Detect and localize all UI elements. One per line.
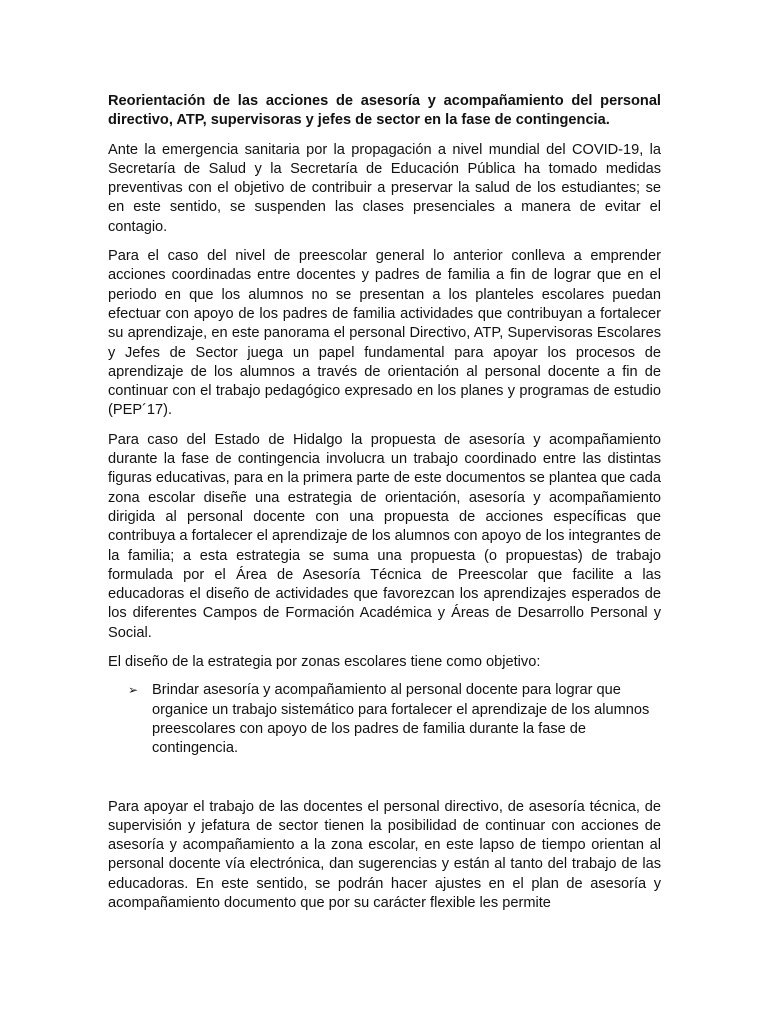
paragraph-emergency: Ante la emergencia sanitaria por la propagación a nivel mundial del COVID-19, la Secretaría de Salud y la Secretaría de Educación Pública ha tomado medidas preventivas con el objetivo de contribuir a preservar la salud de los estudiantes; se en este sentido, se suspenden las clases presenciales a manera de evitar el contagio.	[108, 141, 661, 235]
paragraph-closing: Para apoyar el trabajo de las docentes el personal directivo, de asesoría técnica, de supervisión y jefatura de sector tienen la posibilidad de continuar con acciones de asesoría y acompañamiento a la zona escolar, en este lapso de tiempo orientan al personal docente vía electrónica, dan sugerencias y están al tanto del trabajo de las educadoras. En este sentido, se podrán hacer ajustes en el plan de asesoría y acompañamiento documento que por su carácter flexible les permite	[108, 798, 661, 911]
objective-list	[108, 681, 661, 758]
list-item	[108, 681, 661, 758]
document-title: Reorientación de las acciones de asesoría y acompañamiento del personal directivo, ATP, supervisoras y jefes de sector en la fase de contingencia.	[108, 93, 661, 129]
paragraph-preescolar: Para el caso del nivel de preescolar general lo anterior conlleva a emprender acciones coordinadas entre docentes y padres de familia a fin de lograr que en el periodo en que los alumnos no se presentan a los planteles escolares puedan efectuar con apoyo de los padres de familia actividades que contribuyan a fortalecer su aprendizaje, en este panorama el personal Directivo, ATP, Supervisoras Escolares y Jefes de Sector juega un papel fundamental para apoyar los procesos de aprendizaje de los alumnos a través de orientación al personal docente a fin de continuar con el trabajo pedagógico expresado en los planes y programas de estudio (PEP´17).	[108, 248, 661, 419]
spacer	[108, 759, 661, 798]
document-page	[108, 92, 661, 923]
arrowhead-bullet-icon: ➢	[128, 683, 139, 698]
objective-intro: El diseño de la estrategia por zonas escolares tiene como objetivo:	[108, 654, 541, 671]
list-item-text: Brindar asesoría y acompañamiento al personal docente para lograr que organice un trabajo sistemático para fortalecer el aprendizaje de los alumnos preescolares con apoyo de los padres de familia durante la fase de contingencia.	[152, 682, 650, 757]
paragraph-hidalgo: Para caso del Estado de Hidalgo la propuesta de asesoría y acompañamiento durante la fase de contingencia involucra un trabajo coordinado entre las distintas figuras educativas, para en la primera parte de este documentos se plantea que cada zona escolar diseñe una estrategia de orientación, asesoría y acompañamiento dirigida al personal docente con una propuesta de acciones específicas que contribuya a fortalecer el aprendizaje de los alumnos con apoyo de los integrantes de la familia; a esta estrategia se suma una propuesta (o propuestas) de trabajo formulada por el Área de Asesoría Técnica de Preescolar que facilite a las educadoras el diseño de actividades que favorezcan los aprendizajes esperados de los diferentes Campos de Formación Académica y Áreas de Desarrollo Personal y Social.	[108, 431, 661, 641]
